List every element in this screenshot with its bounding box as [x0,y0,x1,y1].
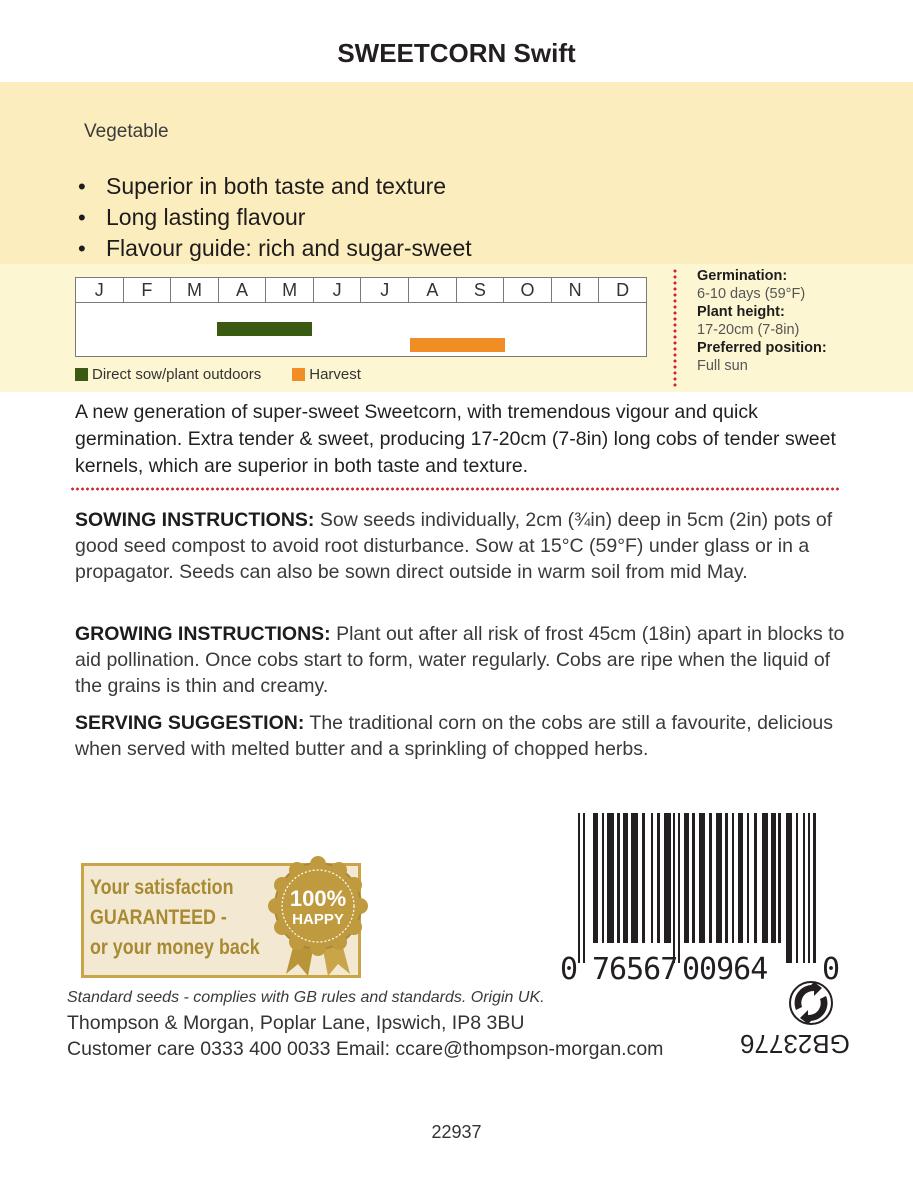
sowing-heading: SOWING INSTRUCTIONS: [75,509,315,531]
growing-facts [697,267,827,375]
legend-harvest: Harvest [292,366,361,383]
month-jan: J [76,278,124,302]
feature-item: • Flavour guide: rich and sugar-sweet [78,233,472,264]
growing-instructions [75,621,850,699]
sowing-instructions [75,507,850,585]
feature-item: • Superior in both taste and texture [78,171,472,202]
position-value: Full sun [697,358,748,374]
svg-text:00964: 00964 [682,952,768,987]
company-address: Thompson & Morgan, Poplar Lane, Ipswich, IP8 3BU [67,1012,525,1034]
plant-height-value: 17-20cm (7-8in) [697,322,800,338]
dotted-divider-vertical [673,268,677,388]
category-label: Vegetable [84,121,169,142]
month-may: M [266,278,314,302]
calendar-legend [75,366,392,383]
germination-value: 6-10 days (59°F) [697,286,806,302]
harvest-swatch-icon [292,368,305,381]
plant-height-label: Plant height: [697,304,785,320]
svg-text:76567: 76567 [592,952,678,987]
month-dec: D [616,280,630,300]
sowing-text: Sow seeds individually, 2cm (¾in) deep in 5cm (2in) pots of good seed compost to avoid root disturbance. Sow at 15°C (59°F) under glass or in a propagator. Seeds can also be sown direct outside in warm soil from mid May. [75,509,833,583]
feature-list [78,171,472,264]
customer-contact: Customer care 0333 400 0033 Email: ccare@thompson-morgan.com [67,1038,664,1060]
month-feb: F [124,278,172,302]
calendar-months [76,278,646,303]
month-jun: J [314,278,362,302]
company-details [67,1010,663,1062]
month-jul: J [361,278,409,302]
growing-heading: GROWING INSTRUCTIONS: [75,623,331,645]
serving-suggestion [75,710,850,762]
month-oct: O [504,278,552,302]
serving-text: The traditional corn on the cobs are still a favourite, delicious when served with melted butter and a sprinkling of chopped herbs. [75,712,833,760]
month-apr: A [219,278,267,302]
feature-item: • Long lasting flavour [78,202,472,233]
happy-seal-icon [268,856,368,978]
svg-text:100%: 100% [289,886,347,911]
month-nov: N [552,278,600,302]
sow-period-bar [217,322,312,336]
bullet-icon: • [78,236,86,261]
svg-text:0: 0 [822,952,841,987]
product-code: 22937 [431,1122,482,1142]
guarantee-text: Your satisfaction GUARANTEED - or your money back [90,876,260,959]
product-description: A new generation of super-sweet Sweetcorn, with tremendous vigour and quick germination. Extra tender & sweet, producing 17-20cm (7-8in) long cobs of tender sweet kernels, which are superior in both taste and texture. [75,401,836,477]
harvest-period-bar [410,338,505,352]
month-mar: M [171,278,219,302]
sow-swatch-icon [75,368,88,381]
svg-text:0: 0 [560,952,579,987]
growing-text: Plant out after all risk of frost 45cm (18in) apart in blocks to aid pollination. Once cobs start to form, water regularly. Cobs are ripe when the liquid of the grains is thin and creamy. [75,623,845,697]
dotted-divider-horizontal [70,487,840,491]
svg-text:HAPPY: HAPPY [292,911,344,928]
position-label: Preferred position: [697,340,827,356]
bullet-icon: • [78,174,86,199]
green-dot-recycle-icon [788,980,834,1026]
germination-label: Germination: [697,268,788,284]
gb-registration-code: GB23776 [740,1029,850,1059]
month-sep: S [457,278,505,302]
legend-sow: Direct sow/plant outdoors [75,366,261,383]
barcode [560,813,841,987]
standards-note: Standard seeds - complies with GB rules and standards. Origin UK. [67,989,545,1006]
sowing-calendar [75,277,647,357]
product-title: SWEETCORN Swift [337,38,576,68]
month-aug: A [409,278,457,302]
bullet-icon: • [78,205,86,230]
serving-heading: SERVING SUGGESTION: [75,712,305,734]
